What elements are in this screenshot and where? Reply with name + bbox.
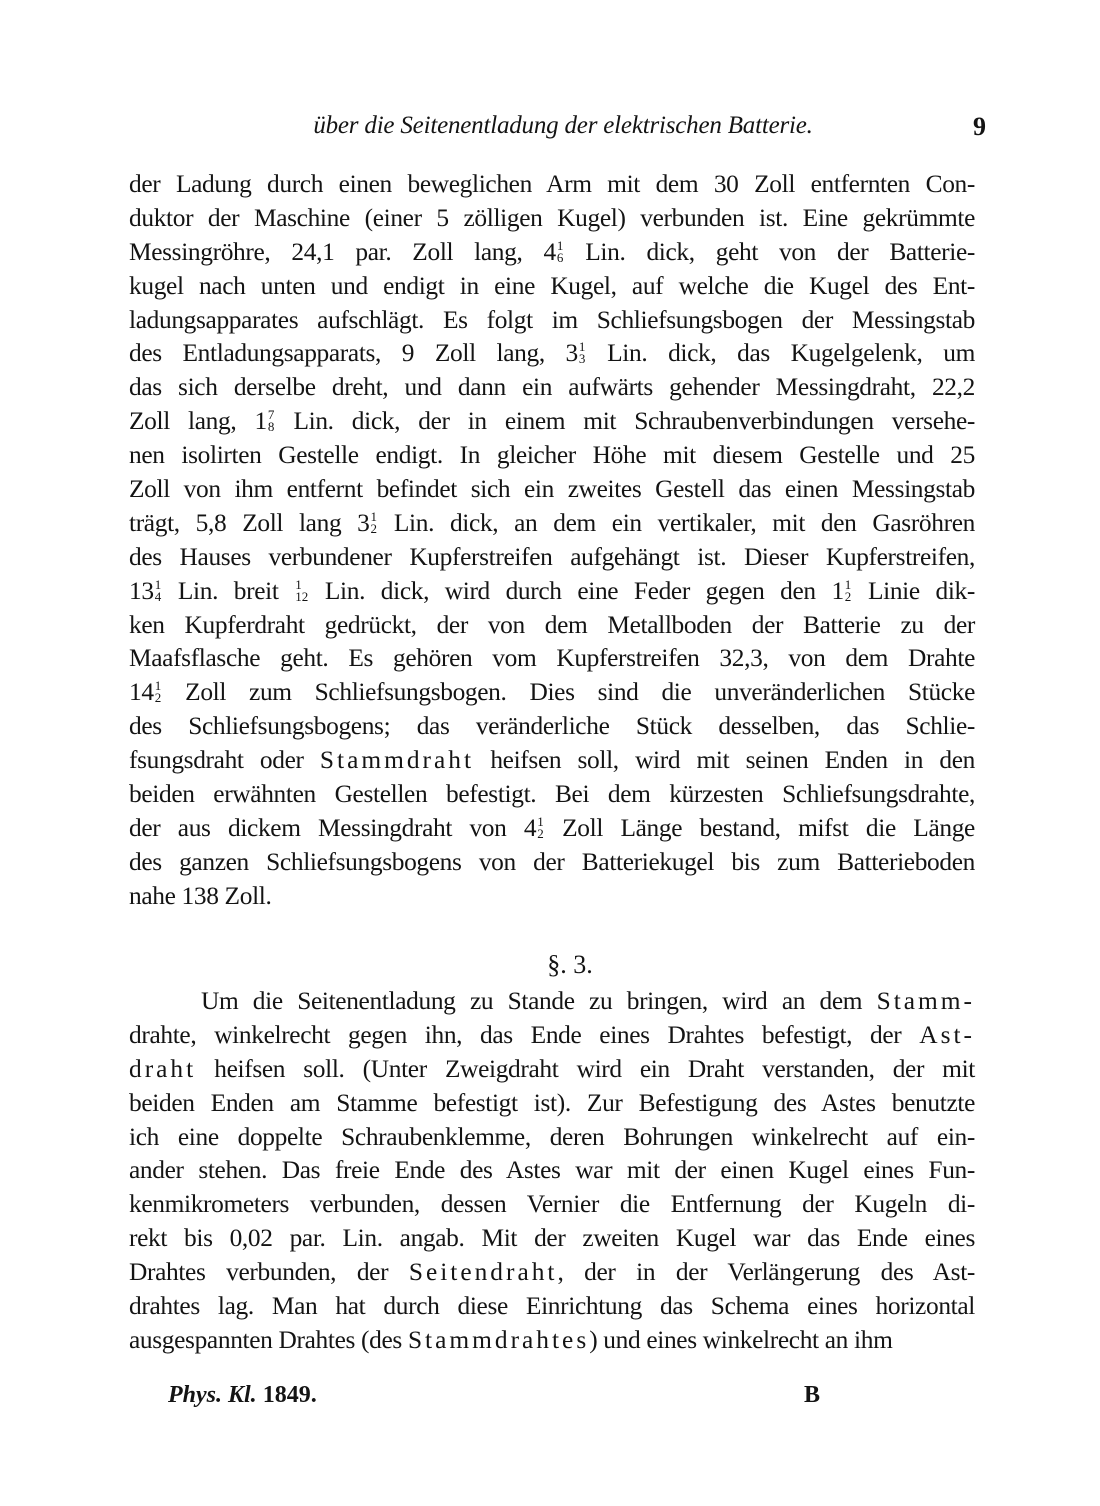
text-run: beiden erwähnten Gestellen befestigt. Bei dem kürzesten Schliefsungsdrahte, — [129, 780, 975, 809]
text-run: kugel nach unten und endigt in eine Kugel, auf welche die Kugel des Ent- — [129, 271, 975, 300]
text-run: duktor der Maschine (einer 5 zölligen Kugel) verbunden ist. Eine gekrümmte — [129, 203, 975, 232]
signature-mark: B — [804, 1382, 821, 1408]
text-run: , der in der Verlängerung des Ast- — [557, 1258, 975, 1287]
text-line — [129, 710, 975, 744]
text-line — [129, 1087, 975, 1121]
text-line — [129, 507, 975, 541]
text-run: Lin. breit — [162, 576, 295, 605]
fraction-denominator: 3 — [578, 351, 586, 367]
text-line — [129, 337, 975, 371]
text-line — [129, 236, 975, 270]
fraction — [154, 576, 162, 604]
text-run: Drahtes verbunden, der — [129, 1258, 409, 1287]
text-run: ken Kupferdraht gedrückt, der von dem Metallboden der Batterie zu der — [129, 610, 975, 639]
fraction-numerator: 1 — [537, 813, 544, 829]
footer-journal — [168, 1382, 317, 1409]
fraction-numerator: 1 — [578, 339, 586, 355]
fraction-denominator: 2 — [537, 825, 544, 841]
fraction-numerator: 1 — [844, 576, 852, 592]
text-run: fsungsdraht oder — [129, 746, 320, 775]
text-run: Linie dik- — [852, 576, 975, 605]
text-run: heifsen soll, wird mit seinen Enden in den — [474, 746, 975, 775]
fraction-numerator: 1 — [295, 576, 302, 592]
text-line — [129, 676, 975, 710]
text-run: ich eine doppelte Schraubenklemme, deren Bohrungen winkelrecht auf ein- — [129, 1122, 975, 1151]
text-run: ausgespannten Drahtes (des — [129, 1325, 408, 1354]
emphasized-term: Stammdraht — [319, 746, 475, 775]
footer-journal-name: Phys. Kl. — [168, 1382, 257, 1408]
text-line — [129, 1188, 975, 1222]
text-run: ladungsapparates aufschlägt. Es folgt im Schliefsungsbogen der Messingstab — [129, 305, 975, 334]
emphasized-term: Ast- — [919, 1020, 975, 1049]
text-run: 13 — [129, 576, 154, 605]
text-line — [129, 609, 975, 643]
paragraph-1 — [129, 168, 975, 914]
fraction-denominator: 4 — [154, 588, 162, 604]
fraction-numerator: 1 — [154, 576, 162, 592]
text-run: des Hauses verbundener Kupferstreifen aufgehängt ist. Dieser Kupferstreifen, — [129, 542, 975, 571]
text-run: ) und eines winkelrecht an ihm — [589, 1325, 893, 1354]
fraction-denominator: 8 — [267, 419, 275, 435]
text-run: heifsen soll. (Unter Zweigdraht wird ein Draht verstanden, der mit — [196, 1054, 975, 1083]
text-run: drahte, winkelrecht gegen ihn, das Ende eines Drahtes befestigt, der — [129, 1020, 920, 1049]
emphasized-term: Stamm- — [876, 987, 975, 1015]
fraction — [295, 576, 309, 604]
text-line — [129, 1019, 975, 1053]
text-run: das sich derselbe dreht, und dann ein aufwärts gehender Messingdraht, 22,2 — [129, 373, 975, 402]
page-footer — [168, 1382, 828, 1414]
text-run: beiden Enden am Stamme befestigt ist). Zur Befestigung des Astes benutzte — [129, 1088, 975, 1117]
fraction — [579, 341, 586, 365]
text-line — [129, 304, 975, 338]
text-line — [129, 405, 975, 439]
fraction-numerator: 1 — [370, 508, 378, 524]
running-head — [130, 112, 986, 148]
page-number: 9 — [973, 112, 986, 141]
text-line — [129, 1121, 975, 1155]
fraction-denominator: 6 — [556, 249, 564, 265]
text-run: der Ladung durch einen beweglichen Arm mit dem 30 Zoll entfernten Con- — [129, 170, 975, 198]
fraction-denominator: 2 — [844, 588, 852, 604]
text-run: rekt bis 0,02 par. Lin. angab. Mit der zweiten Kugel war das Ende eines — [129, 1224, 975, 1253]
text-run: Um die Seitenentladung zu Stande zu bringen, wird an dem — [201, 987, 877, 1015]
text-run: 14 — [129, 678, 154, 707]
text-run: drahtes lag. Man hat durch diese Einrichtung das Schema eines horizontal — [129, 1292, 975, 1321]
fraction — [556, 237, 564, 265]
footer-year: 1849. — [262, 1382, 317, 1408]
fraction — [370, 508, 378, 536]
text-line — [129, 1053, 975, 1087]
text-line — [129, 202, 975, 236]
text-run: des Schliefsungsbogens; das veränderliche Stück desselben, das Schlie- — [129, 712, 975, 741]
fraction-numerator: 1 — [154, 678, 162, 694]
text-run: Lin. dick, das Kugelgelenk, um — [586, 339, 975, 368]
text-line — [129, 270, 975, 304]
fraction-denominator: 2 — [154, 690, 162, 706]
text-line — [129, 371, 975, 405]
text-run: trägt, 5,8 Zoll lang 3 — [129, 508, 370, 537]
text-line — [129, 1324, 975, 1358]
text-run: Zoll von ihm entfernt befindet sich ein zweites Gestell das einen Messingstab — [129, 475, 975, 504]
emphasized-term: draht — [129, 1054, 197, 1083]
text-run: Lin. dick, der in einem mit Schraubenverbindungen versehe- — [275, 407, 975, 436]
text-line — [129, 1154, 975, 1188]
text-run: Maafsflasche geht. Es gehören vom Kupferstreifen 32,3, von dem Drahte — [129, 644, 975, 673]
text-line — [129, 812, 975, 846]
fraction-numerator: 1 — [556, 237, 564, 253]
text-line — [129, 575, 975, 609]
fraction-denominator: 12 — [295, 588, 309, 604]
text-run: Lin. dick, wird durch eine Feder gegen den 1 — [309, 576, 844, 605]
running-title: über die Seitenentladung der elektrischen Batterie. — [313, 112, 813, 139]
text-run: Zoll Länge bestand, mifst die Länge — [544, 813, 975, 842]
text-line — [129, 1256, 975, 1290]
fraction — [844, 576, 852, 604]
fraction-denominator: 2 — [370, 520, 378, 536]
text-line — [129, 1290, 975, 1324]
text-run: kenmikrometers verbunden, dessen Vernier die Entfernung der Kugeln di- — [129, 1190, 975, 1219]
emphasized-term: Stammdrahtes — [407, 1325, 590, 1354]
text-run: Messingröhre, 24,1 par. Zoll lang, 4 — [129, 237, 556, 266]
text-line — [129, 541, 975, 575]
text-run: nen isolirten Gestelle endigt. In gleicher Höhe mit diesem Gestelle und 25 — [129, 441, 975, 470]
fraction-numerator: 7 — [267, 407, 275, 423]
text-line — [129, 985, 975, 1019]
text-run: Zoll zum Schliefsungsbogen. Dies sind die unveränderlichen Stücke — [162, 678, 975, 707]
text-line — [129, 778, 975, 812]
section-heading-text: §. 3. — [547, 950, 593, 979]
text-run: Lin. dick, geht von der Batterie- — [564, 237, 975, 266]
text-run: ander stehen. Das freie Ende des Astes war mit der einen Kugel eines Fun- — [129, 1156, 975, 1185]
fraction — [268, 409, 275, 433]
fraction — [155, 680, 162, 704]
text-run: Zoll lang, 1 — [129, 407, 267, 436]
text-run: des ganzen Schliefsungsbogens von der Batteriekugel bis zum Batterieboden — [129, 847, 975, 876]
text-line — [129, 846, 975, 880]
text-line — [129, 880, 975, 914]
text-line — [129, 642, 975, 676]
paragraph-2 — [129, 985, 975, 1358]
text-line — [129, 168, 975, 202]
section-heading — [0, 950, 1100, 980]
text-run: des Entladungsapparats, 9 Zoll lang, 3 — [129, 339, 578, 368]
text-line — [129, 744, 975, 778]
text-run: Lin. dick, an dem ein vertikaler, mit den Gasröhren — [378, 508, 975, 537]
text-line — [129, 473, 975, 507]
fraction — [537, 813, 544, 841]
text-run: nahe 138 Zoll. — [129, 881, 272, 910]
text-line — [129, 1222, 975, 1256]
emphasized-term: Seitendraht — [408, 1258, 558, 1287]
text-line — [129, 439, 975, 473]
text-run: der aus dickem Messingdraht von 4 — [129, 813, 537, 842]
